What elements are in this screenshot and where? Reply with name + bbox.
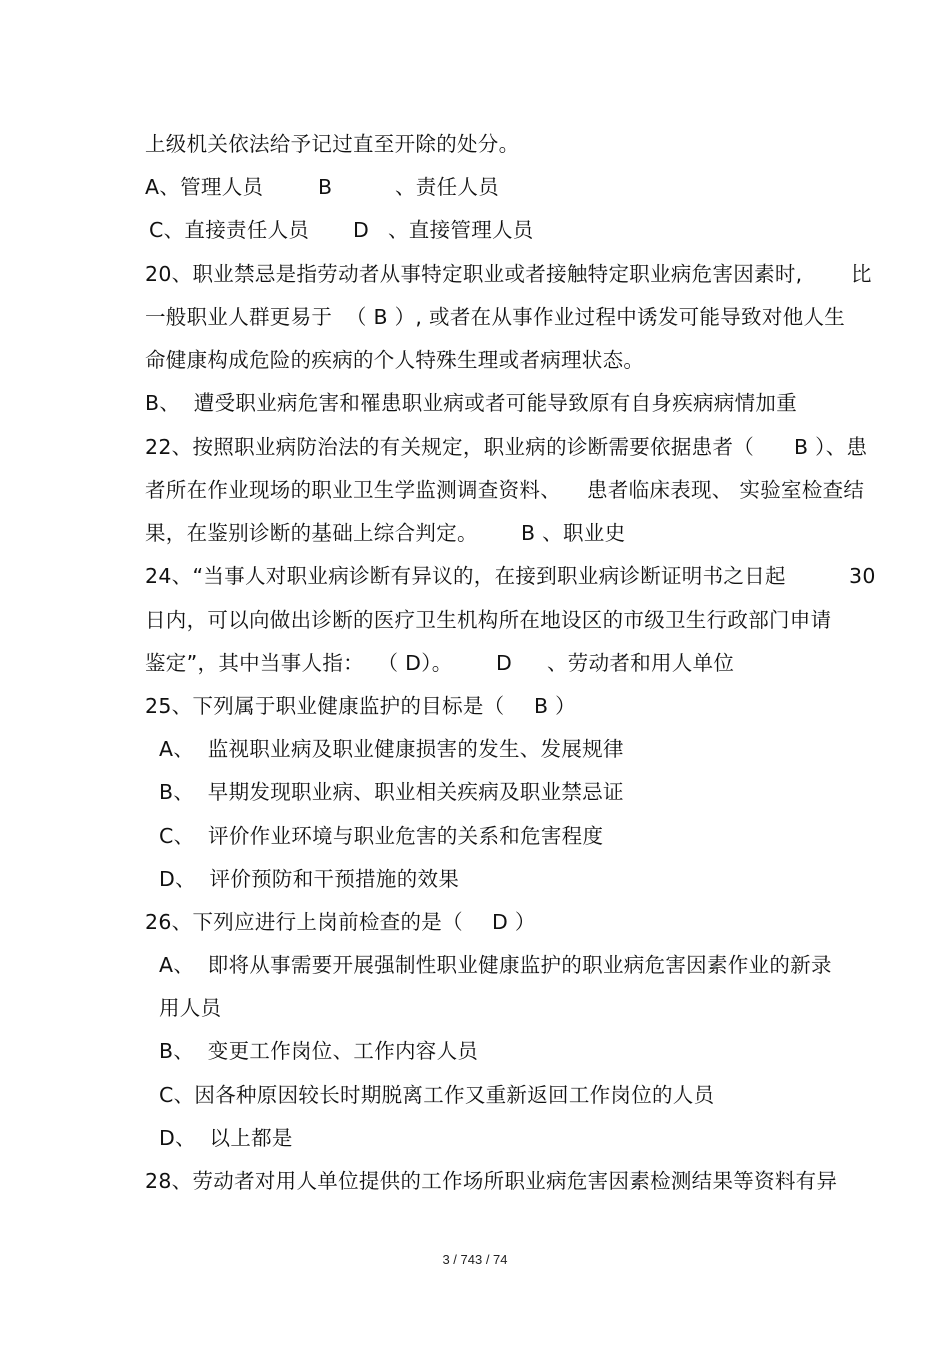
text-line	[0, 477, 950, 503]
text-segment: 果，在鉴别诊断的基础上综合判定。	[145, 521, 478, 545]
text-segment: D	[353, 218, 370, 242]
text-segment: B ）	[534, 694, 576, 718]
text-segment: 日内，可以向做出诊断的医疗卫生机构所在地设区的市级卫生行政部门申请	[145, 608, 832, 632]
text-segment: 24、“当事人对职业病诊断有异议的，在接到职业病诊断证明书之日起	[145, 564, 786, 588]
text-line	[0, 995, 950, 1021]
text-segment: 患者临床表现、 实验室检查结	[587, 478, 865, 502]
text-line	[0, 434, 950, 460]
text-line	[0, 347, 950, 373]
text-segment: 30	[849, 564, 876, 588]
text-segment: 比	[851, 262, 872, 286]
text-segment: 26、下列应进行上岗前检查的是（	[145, 910, 463, 934]
text-segment: C、 评价作业环境与职业危害的关系和危害程度	[159, 824, 604, 848]
text-segment: D	[496, 651, 513, 675]
text-segment: 上级机关依法给予记过直至开除的处分。	[145, 132, 520, 156]
text-segment: B 、职业史	[521, 521, 626, 545]
text-line	[0, 217, 950, 243]
text-segment: 28、劳动者对用人单位提供的工作场所职业病危害因素检测结果等资料有异	[145, 1169, 838, 1193]
text-segment: B、 早期发现职业病、职业相关疾病及职业禁忌证	[159, 780, 624, 804]
text-segment: A、 即将从事需要开展强制性职业健康监护的职业病危害因素作业的新录	[159, 953, 832, 977]
text-line	[0, 1082, 950, 1108]
text-segment: D、 评价预防和干预措施的效果	[159, 867, 460, 891]
text-line	[0, 607, 950, 633]
text-line	[0, 304, 950, 330]
text-line	[0, 693, 950, 719]
text-segment: D ）	[492, 910, 536, 934]
text-line	[0, 823, 950, 849]
text-segment: C、因各种原因较长时期脱离工作又重新返回工作岗位的人员	[159, 1083, 715, 1107]
text-line	[0, 1038, 950, 1064]
text-segment: 、直接管理人员	[388, 218, 534, 242]
text-segment: 命健康构成危险的疾病的个人特殊生理或者病理状态。	[145, 348, 645, 372]
text-line	[0, 261, 950, 287]
text-line	[0, 390, 950, 416]
text-line	[0, 650, 950, 676]
text-segment: B、 变更工作岗位、工作内容人员	[159, 1039, 479, 1063]
text-line	[0, 779, 950, 805]
text-line	[0, 174, 950, 200]
text-line	[0, 1168, 950, 1194]
text-line	[0, 563, 950, 589]
text-line	[0, 520, 950, 546]
text-segment: 用人员	[159, 996, 222, 1020]
text-line	[0, 866, 950, 892]
text-segment: A、 监视职业病及职业健康损害的发生、发展规律	[159, 737, 624, 761]
text-segment: B、 遭受职业病危害和罹患职业病或者可能导致原有自身疾病病情加重	[145, 391, 797, 415]
text-segment: 25、下列属于职业健康监护的目标是（	[145, 694, 505, 718]
text-segment: 20、职业禁忌是指劳动者从事特定职业或者接触特定职业病危害因素时,	[145, 262, 803, 286]
text-segment: 一般职业人群更易于 （ B ）, 或者在从事作业过程中诱发可能导致对他人生	[145, 305, 846, 329]
text-segment: 、责任人员	[395, 175, 499, 199]
text-segment: 、劳动者和用人单位	[547, 651, 735, 675]
text-line	[0, 909, 950, 935]
text-segment: A、管理人员	[145, 175, 264, 199]
text-segment: 鉴定”，其中当事人指： （ D）。	[145, 651, 453, 675]
text-line	[0, 952, 950, 978]
text-line	[0, 1125, 950, 1151]
page-number: 3 / 743 / 74	[442, 1252, 508, 1267]
text-line	[0, 131, 950, 157]
text-segment: B ）、患	[794, 435, 868, 459]
text-segment: B	[318, 175, 333, 199]
text-line	[0, 736, 950, 762]
text-segment: D、 以上都是	[159, 1126, 293, 1150]
text-segment: C、直接责任人员	[149, 218, 310, 242]
text-segment: 者所在作业现场的职业卫生学监测调查资料、	[145, 478, 561, 502]
text-segment: 22、按照职业病防治法的有关规定，职业病的诊断需要依据患者（	[145, 435, 755, 459]
